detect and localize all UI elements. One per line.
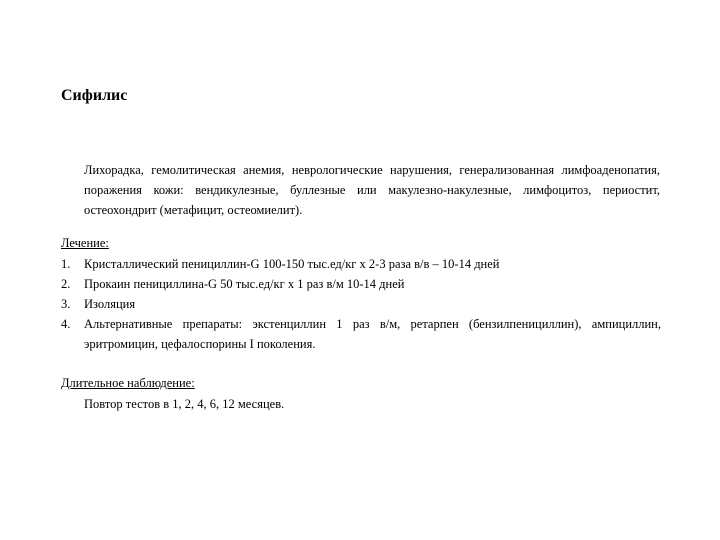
treatment-item-number: 1. (61, 257, 71, 271)
treatment-item-text: Кристаллический пенициллин-G 100-150 тыс.ед/кг х 2-3 раза в/в – 10-14 дней (84, 257, 500, 271)
page-title: Сифилис (61, 87, 128, 104)
treatment-item-text: Прокаин пенициллина-G 50 тыс.ед/кг х 1 раз в/м 10-14 дней (84, 277, 405, 291)
followup-text: Повтор тестов в 1, 2, 4, 6, 12 месяцев. (84, 397, 285, 411)
treatment-item-number: 4. (61, 317, 71, 331)
followup-heading: Длительное наблюдение: (61, 376, 195, 390)
treatment-item-number: 2. (61, 277, 71, 291)
treatment-item-2 (61, 274, 661, 294)
treatment-item-number: 3. (61, 297, 71, 311)
treatment-heading: Лечение: (61, 236, 109, 250)
treatment-item-text: Изоляция (84, 297, 136, 311)
treatment-item-4 (61, 314, 661, 354)
symptoms-paragraph: Лихорадка, гемолитическая анемия, неврологические нарушения, генерализованная лимфоаденопатия, поражения кожи: вендикулезные, буллезные или макулезно-накулезные, лимфоцитоз, периостит, остеохондрит (метафицит, остеомиелит). (84, 163, 660, 217)
treatment-item-3 (61, 294, 661, 314)
treatment-list (61, 254, 661, 354)
treatment-item-1 (61, 254, 661, 274)
treatment-item-text: Альтернативные препараты: экстенциллин 1 раз в/м, ретарпен (бензилпенициллин), ампициллин, эритромицин, цефалоспорины I поколения. (84, 317, 661, 351)
